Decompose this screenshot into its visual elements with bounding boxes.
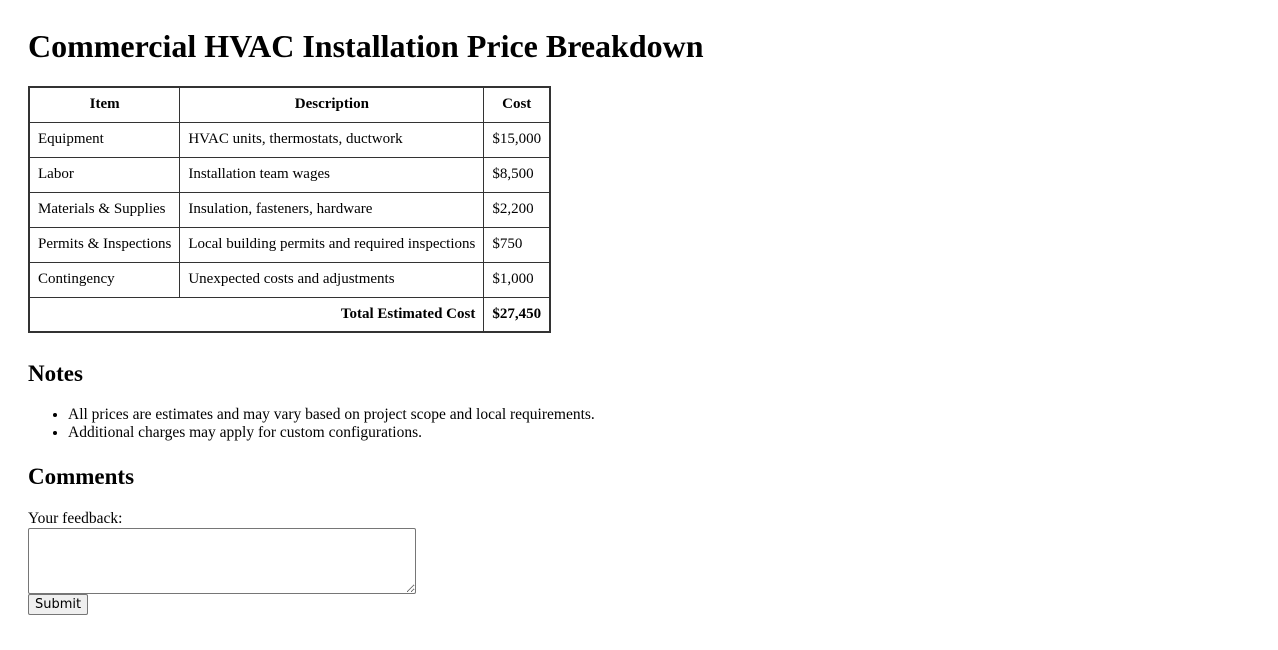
cell-description: Unexpected costs and adjustments — [180, 262, 484, 297]
notes-list — [28, 406, 595, 442]
cell-cost: $8,500 — [484, 157, 550, 192]
table-row — [29, 122, 550, 157]
table-total-row — [29, 297, 550, 332]
comments-heading: Comments — [28, 464, 135, 489]
cell-item: Permits & Inspections — [29, 227, 180, 262]
feedback-textarea[interactable] — [28, 528, 416, 594]
cell-cost: $750 — [484, 227, 550, 262]
cell-cost: $1,000 — [484, 262, 550, 297]
cell-description: Local building permits and required inspections — [180, 227, 484, 262]
total-label: Total Estimated Cost — [29, 297, 484, 332]
cell-description: Insulation, fasteners, hardware — [180, 192, 484, 227]
cell-cost: $15,000 — [484, 122, 550, 157]
table-row — [29, 157, 550, 192]
page-title: Commercial HVAC Installation Price Breakdown — [28, 28, 704, 64]
column-header-item: Item — [29, 87, 180, 122]
cell-item: Contingency — [29, 262, 180, 297]
list-item: • All prices are estimates and may vary based on project scope and local requirements. — [68, 406, 595, 424]
cell-description: HVAC units, thermostats, ductwork — [180, 122, 484, 157]
table-header-row — [29, 87, 550, 122]
notes-heading: Notes — [28, 361, 83, 386]
table-row — [29, 262, 550, 297]
cell-item: Labor — [29, 157, 180, 192]
total-value: $27,450 — [484, 297, 550, 332]
feedback-label: Your feedback: — [28, 510, 123, 527]
cell-description: Installation team wages — [180, 157, 484, 192]
list-item: • Additional charges may apply for custom configurations. — [68, 424, 595, 442]
price-breakdown-table — [28, 86, 551, 333]
table-row — [29, 227, 550, 262]
cell-cost: $2,200 — [484, 192, 550, 227]
column-header-description: Description — [180, 87, 484, 122]
cell-item: Materials & Supplies — [29, 192, 180, 227]
column-header-cost: Cost — [484, 87, 550, 122]
cell-item: Equipment — [29, 122, 180, 157]
submit-button[interactable]: Submit — [28, 594, 88, 615]
table-row — [29, 192, 550, 227]
